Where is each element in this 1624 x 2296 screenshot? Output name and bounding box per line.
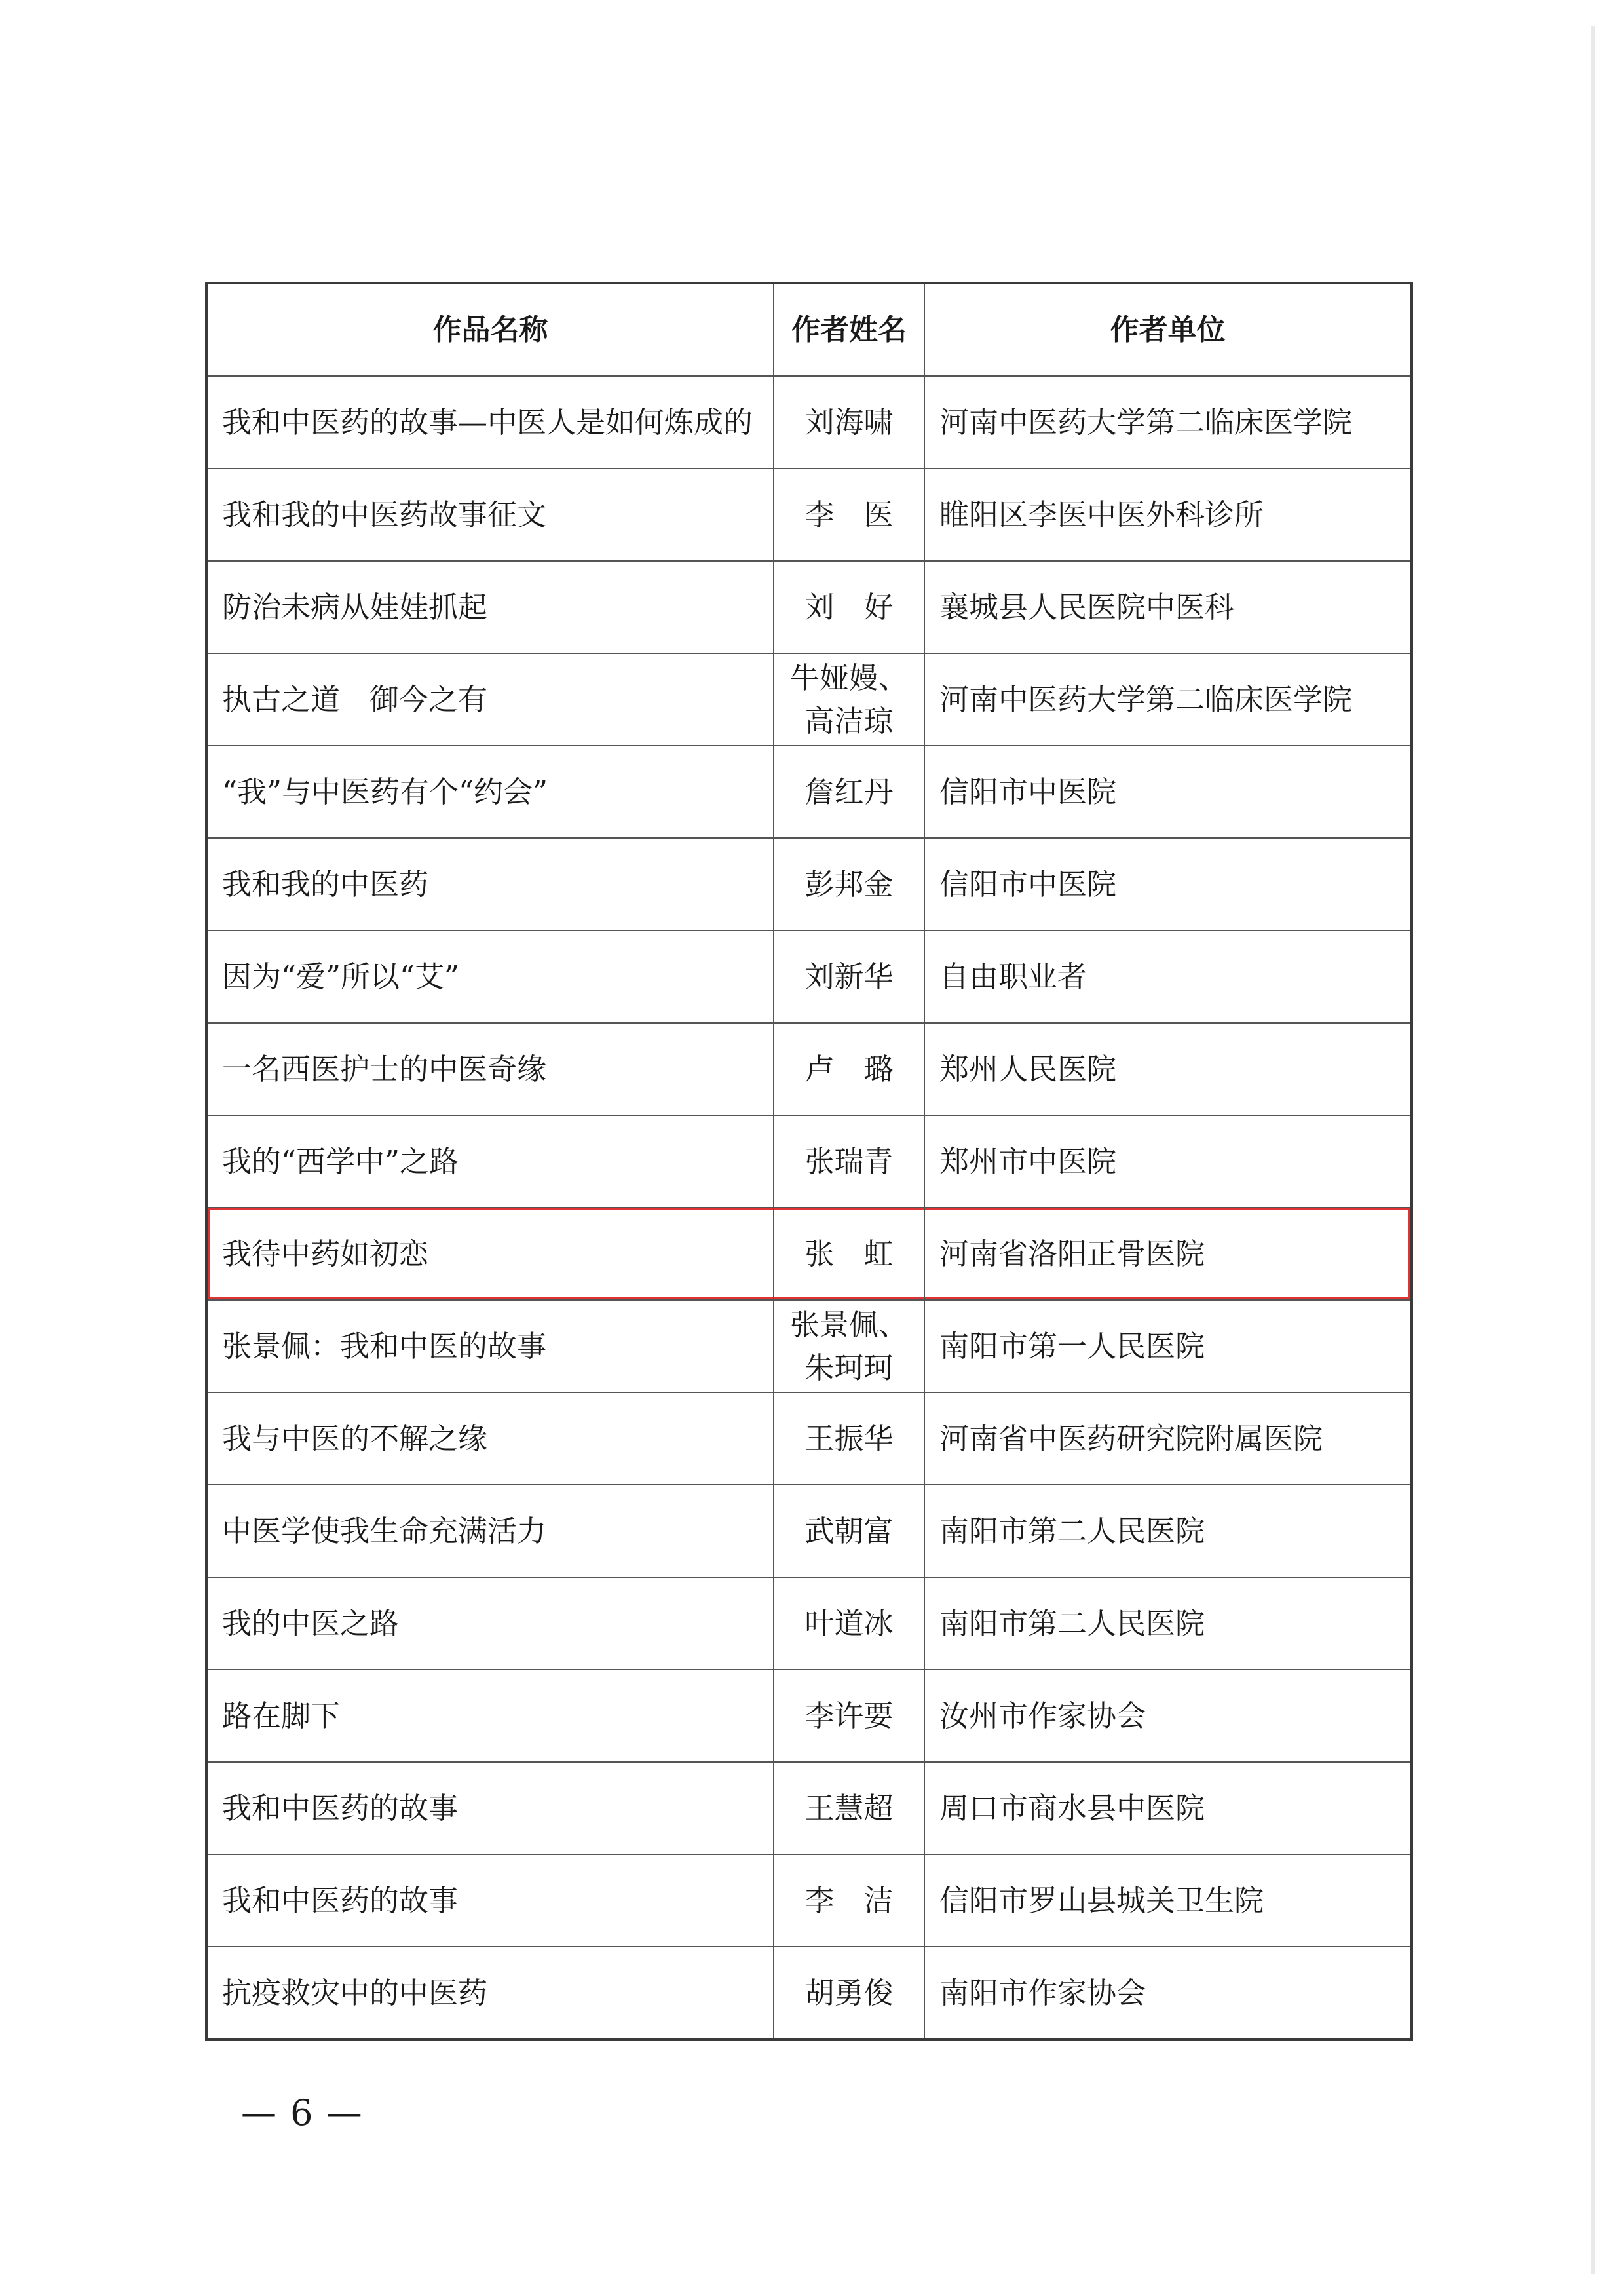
- header-author: 作者姓名: [774, 283, 924, 376]
- table-row: [206, 1485, 1412, 1577]
- work-title: 因为“爱”所以“艾”: [206, 930, 774, 1023]
- header-title: 作品名称: [206, 283, 774, 376]
- table-row: [206, 1947, 1412, 2040]
- work-title: 我和我的中医药故事征文: [206, 469, 774, 561]
- work-title: 我和我的中医药: [206, 838, 774, 930]
- work-title: 一名西医护士的中医奇缘: [206, 1023, 774, 1115]
- author-unit: 南阳市作家协会: [924, 1947, 1412, 2040]
- work-title: 我和中医药的故事: [206, 1762, 774, 1854]
- author-name: 李许要: [774, 1670, 924, 1762]
- author-name: 李 洁: [774, 1854, 924, 1947]
- work-title: “我”与中医药有个“约会”: [206, 746, 774, 838]
- author-name: 卢 璐: [774, 1023, 924, 1115]
- author-name: 詹红丹: [774, 746, 924, 838]
- table-row: [206, 1300, 1412, 1392]
- author-name: 王振华: [774, 1392, 924, 1485]
- author-unit: 南阳市第二人民医院: [924, 1485, 1412, 1577]
- author-unit: 信阳市中医院: [924, 746, 1412, 838]
- author-unit: 南阳市第一人民医院: [924, 1300, 1412, 1392]
- table-row: [206, 561, 1412, 653]
- work-title: 我和中医药的故事: [206, 1854, 774, 1947]
- table-row: [206, 1577, 1412, 1670]
- award-list-table: [205, 282, 1413, 2041]
- author-name: 叶道冰: [774, 1577, 924, 1670]
- table-row: [206, 930, 1412, 1023]
- author-name: 刘新华: [774, 930, 924, 1023]
- work-title: 我待中药如初恋: [206, 1208, 774, 1300]
- author-unit: 郑州市中医院: [924, 1115, 1412, 1208]
- author-unit: 睢阳区李医中医外科诊所: [924, 469, 1412, 561]
- header-unit: 作者单位: [924, 283, 1412, 376]
- author-unit: 信阳市中医院: [924, 838, 1412, 930]
- work-title: 我的“西学中”之路: [206, 1115, 774, 1208]
- author-name: 刘海啸: [774, 376, 924, 469]
- work-title: 抗疫救灾中的中医药: [206, 1947, 774, 2040]
- author-unit: 南阳市第二人民医院: [924, 1577, 1412, 1670]
- work-title: 我与中医的不解之缘: [206, 1392, 774, 1485]
- work-title: 路在脚下: [206, 1670, 774, 1762]
- author-unit: 汝州市作家协会: [924, 1670, 1412, 1762]
- work-title: 张景佩：我和中医的故事: [206, 1300, 774, 1392]
- page-number: — 6 —: [241, 2092, 364, 2133]
- table-row: [206, 376, 1412, 469]
- author-name: 张景佩、 朱珂珂: [774, 1300, 924, 1392]
- table-row: [206, 1762, 1412, 1854]
- author-unit: 周口市商水县中医院: [924, 1762, 1412, 1854]
- author-unit: 河南中医药大学第二临床医学院: [924, 376, 1412, 469]
- work-title: 我和中医药的故事—中医人是如何炼成的: [206, 376, 774, 469]
- author-unit: 河南省中医药研究院附属医院: [924, 1392, 1412, 1485]
- author-name: 王慧超: [774, 1762, 924, 1854]
- table-row: [206, 653, 1412, 746]
- author-unit: 自由职业者: [924, 930, 1412, 1023]
- author-name: 李 医: [774, 469, 924, 561]
- table-row: [206, 1023, 1412, 1115]
- table-row: [206, 838, 1412, 930]
- author-name: 张瑞青: [774, 1115, 924, 1208]
- author-name: 彭邦金: [774, 838, 924, 930]
- author-name: 张 虹: [774, 1208, 924, 1300]
- author-unit: 河南省洛阳正骨医院: [924, 1208, 1412, 1300]
- author-name: 牛娅嫚、 高洁琼: [774, 653, 924, 746]
- table-header-row: [206, 283, 1412, 376]
- author-name: 刘 好: [774, 561, 924, 653]
- author-name: 武朝富: [774, 1485, 924, 1577]
- page-edge-shadow: [1591, 26, 1595, 2274]
- table-row: [206, 746, 1412, 838]
- work-title: 中医学使我生命充满活力: [206, 1485, 774, 1577]
- table-row: [206, 1115, 1412, 1208]
- table-row: [206, 1670, 1412, 1762]
- author-unit: 襄城县人民医院中医科: [924, 561, 1412, 653]
- author-unit: 信阳市罗山县城关卫生院: [924, 1854, 1412, 1947]
- author-unit: 河南中医药大学第二临床医学院: [924, 653, 1412, 746]
- table-row: [206, 469, 1412, 561]
- author-name: 胡勇俊: [774, 1947, 924, 2040]
- table-row: [206, 1854, 1412, 1947]
- work-title: 执古之道 御今之有: [206, 653, 774, 746]
- author-unit: 郑州人民医院: [924, 1023, 1412, 1115]
- work-title: 防治未病从娃娃抓起: [206, 561, 774, 653]
- table-row: [206, 1392, 1412, 1485]
- table-row-highlighted: [206, 1208, 1412, 1300]
- work-title: 我的中医之路: [206, 1577, 774, 1670]
